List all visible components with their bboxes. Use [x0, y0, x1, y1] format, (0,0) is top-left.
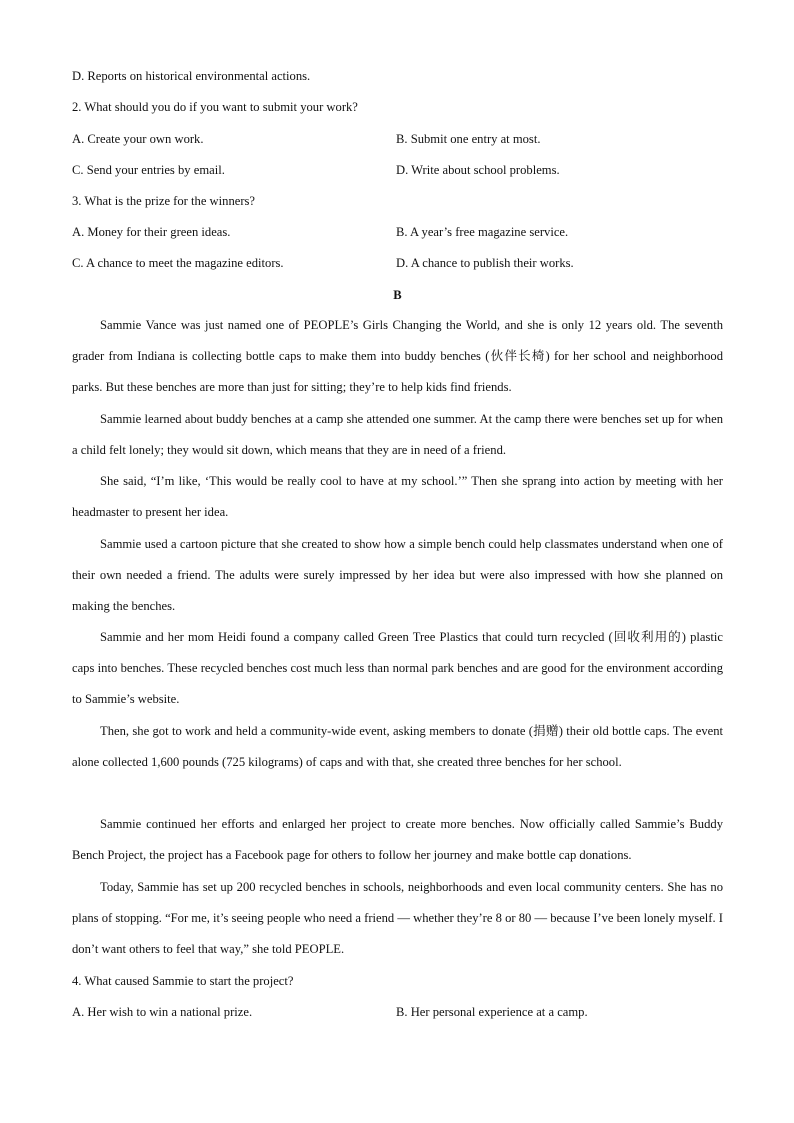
q4-option-a: A. Her wish to win a national prize. [72, 1005, 253, 1019]
q3-stem: 3. What is the prize for the winners? [72, 194, 256, 208]
passage-paragraph-7: Sammie continued her efforts and enlarged her project to create more benches. Now officially called Sammie’s Buddy Bench Project, the project has a Facebook page for others to follow her journey and make bottle cap donations. [72, 817, 723, 863]
passage-paragraph-2: Sammie learned about buddy benches at a camp she attended one summer. At the camp there were benches set up for when a child felt lonely; they would sit down, which means that they are in need of a friend. [72, 412, 723, 458]
passage-paragraph-3: She said, “I’m like, ‘This would be really cool to have at my school.’” Then she sprang into action by meeting with her headmaster to present her idea. [72, 474, 723, 520]
passage-paragraph-4: Sammie used a cartoon picture that she created to show how a simple bench could help classmates understand when one of their own needed a friend. The adults were surely impressed by her idea but were also impressed with how she planned on making the benches. [72, 537, 723, 614]
passage-paragraph-1: Sammie Vance was just named one of PEOPLE’s Girls Changing the World, and she is only 12 years old. The seventh grader from Indiana is collecting bottle caps to make them into buddy benches (伙伴长椅) for her school and neighborhood parks. But these benches are more than just for sitting; they’re to help kids find friends. [72, 318, 723, 395]
q3-option-b: B. A year’s free magazine service. [396, 225, 569, 239]
q4-stem: 4. What caused Sammie to start the project? [72, 974, 294, 988]
q2-stem: 2. What should you do if you want to submit your work? [72, 100, 358, 114]
passage-paragraph-6: Then, she got to work and held a community-wide event, asking members to donate (捐赠) their old bottle caps. The event alone collected 1,600 pounds (725 kilograms) of caps and with that, she created three benches for her school. [72, 724, 723, 770]
q2-option-c: C. Send your entries by email. [72, 163, 225, 177]
q3-option-a: A. Money for their green ideas. [72, 225, 231, 239]
q4-option-b: B. Her personal experience at a camp. [396, 1005, 588, 1019]
q3-option-c: C. A chance to meet the magazine editors. [72, 256, 284, 270]
q1-option-d: D. Reports on historical environmental actions. [72, 69, 311, 83]
passage-paragraph-5: Sammie and her mom Heidi found a company called Green Tree Plastics that could turn recycled (回收利用的) plastic caps into benches. These recycled benches cost much less than normal park benches and are good for the environment according to Sammie’s website. [72, 630, 723, 707]
q2-option-b: B. Submit one entry at most. [396, 132, 541, 146]
section-b-title: B [393, 288, 402, 302]
q3-option-d: D. A chance to publish their works. [396, 256, 574, 270]
q2-option-d: D. Write about school problems. [396, 163, 560, 177]
passage-paragraph-8: Today, Sammie has set up 200 recycled benches in schools, neighborhoods and even local community centers. She has no plans of stopping. “For me, it’s seeing people who need a friend — whether they’re 8 or 80 — because I’ve been lonely myself. I don’t want others to feel that way,” she told PEOPLE. [72, 880, 723, 957]
q2-option-a: A. Create your own work. [72, 132, 204, 146]
